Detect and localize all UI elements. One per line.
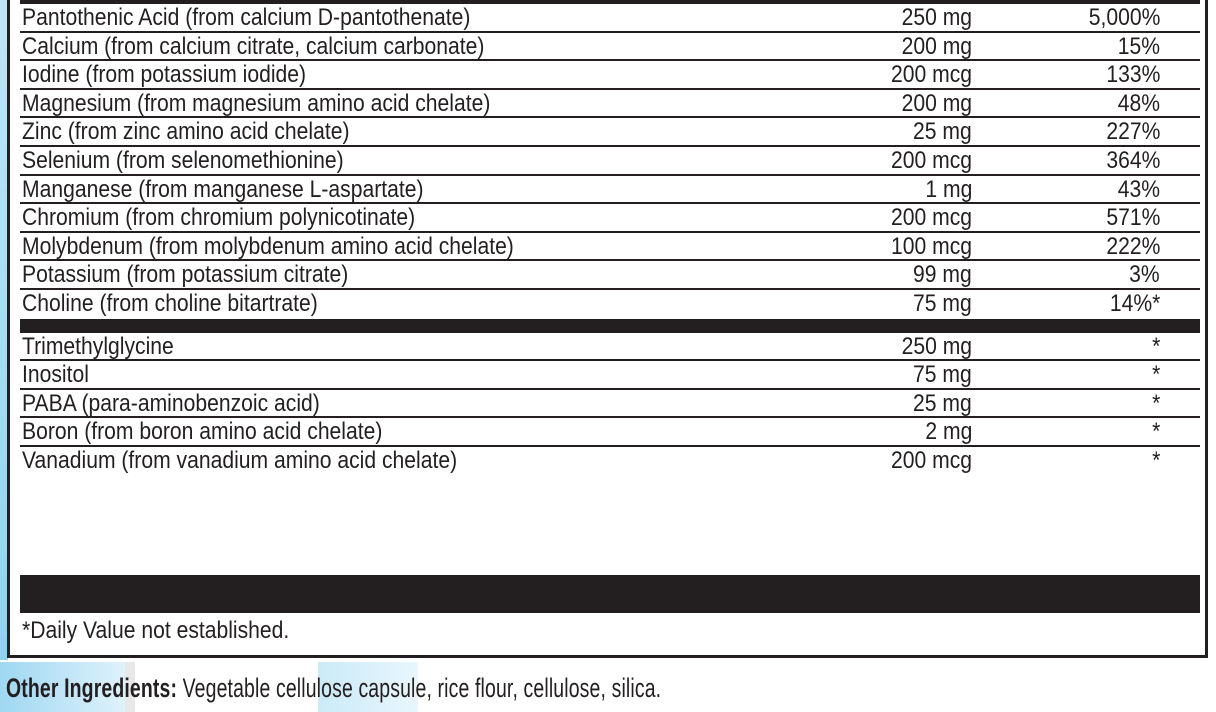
nutrient-name: Potassium (from potassium citrate) <box>22 261 349 289</box>
nutrient-dv: 14%* <box>1109 289 1160 317</box>
nutrient-amount: 200 mcg <box>890 146 972 174</box>
nutrient-name: Calcium (from calcium citrate, calcium carbonate) <box>22 32 485 60</box>
nutrient-dv: * <box>1151 446 1160 474</box>
other-ingredients-label: Other Ingredients: <box>6 673 178 703</box>
nutrient-name: Pantothenic Acid (from calcium D-pantothenate) <box>22 4 471 31</box>
nutrient-name: Choline (from choline bitartrate) <box>22 289 318 317</box>
nutrient-amount: 100 mcg <box>890 232 972 260</box>
nutrient-dv: 5,000% <box>1088 4 1160 31</box>
nutrient-amount: 200 mg <box>901 89 972 117</box>
nutrient-name: Magnesium (from magnesium amino acid chelate) <box>22 89 491 117</box>
nutrient-amount: 2 mg <box>925 418 972 446</box>
nutrient-name: Inositol <box>22 361 89 389</box>
table-row <box>20 390 1200 419</box>
nutrient-amount: 75 mg <box>913 289 972 317</box>
table-row <box>20 333 1200 362</box>
table-row <box>20 176 1200 205</box>
table-row <box>20 147 1200 176</box>
nutrient-dv: 133% <box>1105 61 1160 89</box>
table-row <box>20 447 1200 476</box>
nutrient-amount: 200 mg <box>901 32 972 60</box>
nutrient-dv: 364% <box>1105 146 1160 174</box>
nutrient-name: PABA (para-aminobenzoic acid) <box>22 389 320 417</box>
nutrient-amount: 1 mg <box>925 175 972 203</box>
nutrient-dv: * <box>1151 332 1160 360</box>
nutrient-dv: * <box>1151 389 1160 417</box>
nutrient-dv: 227% <box>1105 118 1160 146</box>
nutrient-name: Zinc (from zinc amino acid chelate) <box>22 118 350 146</box>
nutrient-dv: 3% <box>1129 261 1160 289</box>
section-divider-bar <box>20 575 1200 613</box>
nutrient-amount: 250 mg <box>901 4 972 31</box>
table-row <box>20 204 1200 233</box>
nutrient-amount: 200 mcg <box>890 446 972 474</box>
table-row <box>20 90 1200 119</box>
table-row <box>20 290 1200 319</box>
nutrient-dv: 222% <box>1105 232 1160 260</box>
nutrient-amount: 250 mg <box>901 332 972 360</box>
nutrient-dv: * <box>1151 361 1160 389</box>
footnote: *Daily Value not established. <box>22 617 290 644</box>
nutrient-name: Boron (from boron amino acid chelate) <box>22 418 383 446</box>
table-row <box>20 61 1200 90</box>
table-row <box>20 118 1200 147</box>
nutrient-dv: 15% <box>1117 32 1160 60</box>
nutrient-amount: 25 mg <box>913 118 972 146</box>
nutrient-dv: * <box>1151 418 1160 446</box>
nutrient-amount: 75 mg <box>913 361 972 389</box>
nutrient-name: Trimethylglycine <box>22 332 174 360</box>
nutrient-name: Selenium (from selenomethionine) <box>22 146 344 174</box>
other-ingredients <box>6 673 661 704</box>
nutrient-name: Chromium (from chromium polynicotinate) <box>22 204 416 232</box>
table-row <box>20 418 1200 447</box>
nutrient-dv: 48% <box>1117 89 1160 117</box>
nutrient-amount: 99 mg <box>913 261 972 289</box>
other-ingredients-text: Vegetable cellulose capsule, rice flour, cellulose, silica. <box>177 673 662 703</box>
nutrient-amount: 200 mcg <box>890 204 972 232</box>
nutrient-name: Vanadium (from vanadium amino acid chelate) <box>22 446 458 474</box>
table-row <box>20 361 1200 390</box>
nutrient-amount: 25 mg <box>913 389 972 417</box>
nutrient-name: Molybdenum (from molybdenum amino acid chelate) <box>22 232 514 260</box>
table-row <box>20 33 1200 62</box>
nutrient-dv: 43% <box>1117 175 1160 203</box>
nutrient-dv: 571% <box>1105 204 1160 232</box>
table-row <box>20 261 1200 290</box>
nutrient-amount: 200 mcg <box>890 61 972 89</box>
table-row <box>20 4 1200 33</box>
section-divider-bar <box>20 319 1200 333</box>
nutrient-table <box>20 4 1200 476</box>
nutrient-name: Manganese (from manganese L-aspartate) <box>22 175 424 203</box>
nutrient-name: Iodine (from potassium iodide) <box>22 61 307 89</box>
table-row <box>20 233 1200 262</box>
